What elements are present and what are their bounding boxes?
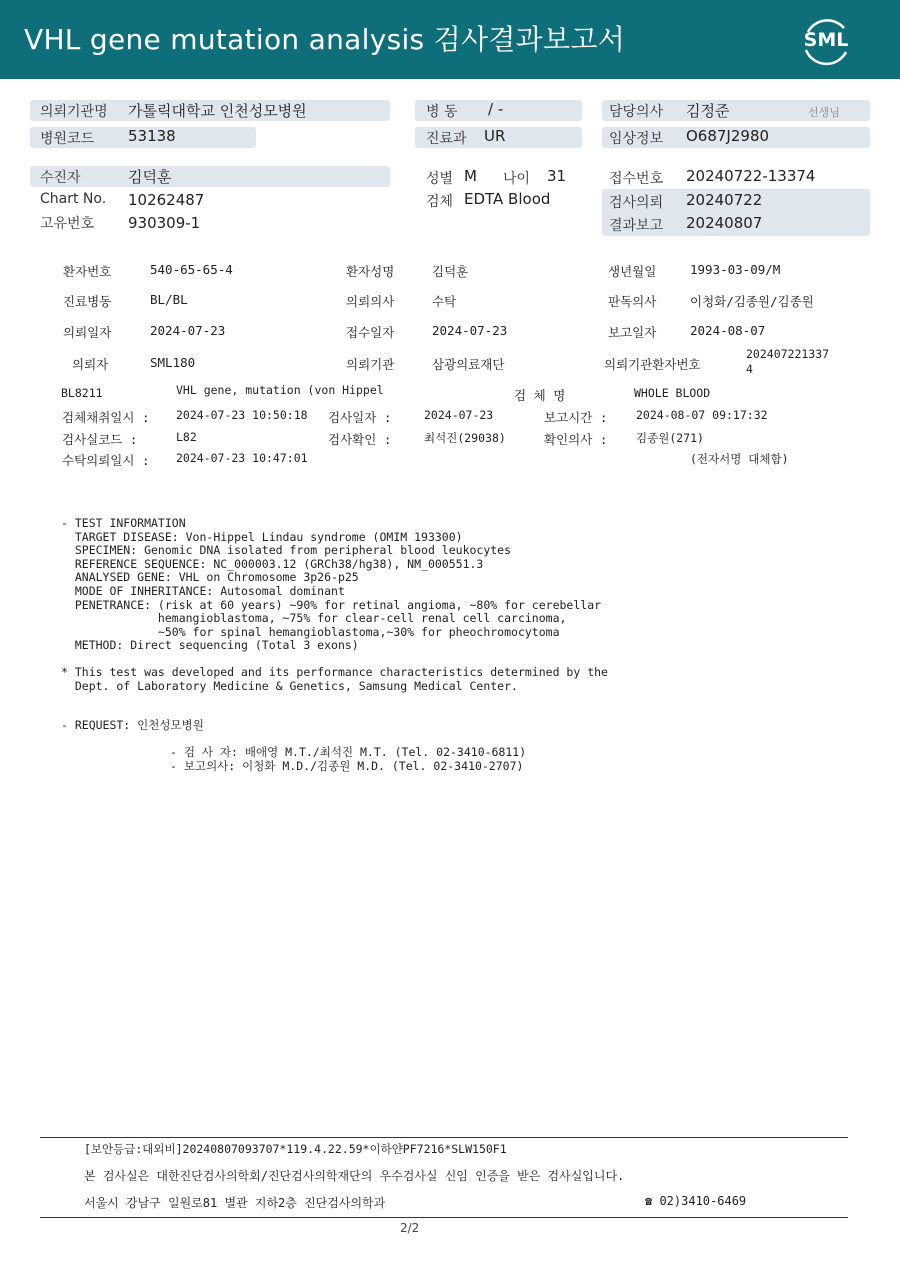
chart-label: Chart No. <box>40 191 107 207</box>
scan-label: 진료병동 <box>63 294 112 309</box>
page-number: 2/2 <box>400 1221 420 1235</box>
scan-label: 의뢰기관환자번호 <box>604 357 701 372</box>
logo-text: SML <box>803 29 849 51</box>
labcode-value: L82 <box>176 430 197 444</box>
scan-value: 2024-07-23 <box>432 323 508 338</box>
scan-value: 4 <box>746 362 753 376</box>
scan-label: 보고일자 <box>608 325 657 340</box>
phone-line: ☎ 02)3410-6469 <box>645 1194 747 1208</box>
security-line: [보안등급:대외비]20240807093707*119.4.22.59*이하얀PF7216*SLW150F1 <box>84 1142 507 1156</box>
verify-label: 검사확인 : <box>328 432 392 447</box>
reporttime-label: 보고시간 : <box>544 410 608 425</box>
dept-label: 진료과 <box>426 131 467 147</box>
hospital-code-value: 53138 <box>128 127 176 145</box>
footer-bottom-divider <box>40 1217 848 1218</box>
chart-value: 10262487 <box>128 191 205 209</box>
clinical-value: O687J2980 <box>686 127 770 145</box>
scan-label: 생년월일 <box>608 264 657 279</box>
testdate-value: 2024-07-23 <box>424 408 494 422</box>
scan-label: 환자번호 <box>63 264 112 279</box>
scan-label: 판독의사 <box>608 294 657 309</box>
reporttime-value: 2024-08-07 09:17:32 <box>636 408 768 422</box>
patient-bar <box>30 166 390 187</box>
scan-label: 의뢰자 <box>72 357 109 372</box>
patient-value: 김덕훈 <box>128 168 172 186</box>
test-name: VHL gene, mutation (von Hippel <box>176 383 384 397</box>
age-value: 31 <box>547 167 567 185</box>
patient-label: 수진자 <box>40 170 81 186</box>
scan-value: 삼광의료재단 <box>432 357 505 372</box>
test-code: BL8211 <box>61 386 103 400</box>
hospital-code-label: 병원코드 <box>40 131 95 147</box>
request-date-label: 검사의뢰 <box>609 195 664 211</box>
doctor-value: 김정준 <box>686 102 730 120</box>
confirm-value: 김종원(271) <box>636 431 704 445</box>
scan-value: 202407221337 <box>746 347 830 361</box>
receipt-label: 접수번호 <box>609 171 664 187</box>
sml-logo <box>798 12 854 68</box>
scan-label: 환자성명 <box>346 264 395 279</box>
ward-label: 병 동 <box>426 104 458 120</box>
clinical-label: 임상정보 <box>609 131 664 147</box>
report-header <box>0 0 900 79</box>
staff-lines: - 검 사 자: 배애영 M.T./최석진 M.T. (Tel. 02-3410-6811) - 보고의사: 이청화 M.D./김종원 M.D. (Tel. 02-3410-2707) <box>170 745 527 773</box>
sex-value: M <box>464 167 477 185</box>
specimen-value: EDTA Blood <box>464 190 551 208</box>
request-date-value: 20240722 <box>686 191 763 209</box>
testdate-label: 검사일자 : <box>328 410 392 425</box>
institution-value: 가톨릭대학교 인천성모병원 <box>128 102 307 120</box>
specimen-label: 검체 <box>426 194 454 210</box>
scan-value: 2024-07-23 <box>150 323 226 338</box>
scan-value: 김덕훈 <box>432 264 469 279</box>
scan-value: BL/BL <box>150 292 188 307</box>
report-title: VHL gene mutation analysis 검사결과보고서 <box>24 23 626 56</box>
consign-value: 2024-07-23 10:47:01 <box>176 451 308 465</box>
sex-label: 성별 <box>426 171 454 187</box>
scan-value: 540-65-65-4 <box>150 262 233 277</box>
scan-label: 의뢰의사 <box>346 294 395 309</box>
confirm-label: 확인의사 : <box>544 432 608 447</box>
report-date-label: 결과보고 <box>609 218 664 234</box>
scan-label: 접수일자 <box>346 325 395 340</box>
certification-line: 본 검사실은 대한진단검사의학회/진단검사의학재단의 우수검사실 신임 인증을 받은 검사실입니다. <box>84 1169 625 1183</box>
doctor-label: 담당의사 <box>609 104 664 120</box>
doctor-suffix: 선생님 <box>808 106 840 119</box>
e-signature-note: (전자서명 대체함) <box>690 452 789 466</box>
disclaimer: * This test was developed and its performance characteristics determined by the Dept. of Laboratory Medicine & Genetics, Samsung Medical Center. <box>61 665 608 693</box>
specimen-name-value: WHOLE BLOOD <box>634 386 711 400</box>
scan-label: 의뢰기관 <box>346 357 395 372</box>
specimen-name-label: 검 체 명 <box>514 388 566 403</box>
collect-value: 2024-07-23 10:50:18 <box>176 408 308 422</box>
receipt-value: 20240722-13374 <box>686 167 816 185</box>
verify-value: 최석진(29038) <box>424 431 506 445</box>
test-information: - TEST INFORMATION TARGET DISEASE: Von-Hippel Lindau syndrome (OMIM 193300) SPECIMEN: Genomic DNA isolated from peripheral blood leukocytes REFERENCE SEQUENCE: NC_000003.12 (GRCh38/hg38), NM_000551.3 ANALYSED GENE: VHL on Chromosome 3p26-p25 MODE OF INHERITANCE: Autosomal dominant PENETRANCE: (risk at 60 years) ~90% for retinal angioma, ~80% for cerebellar hemangioblastoma, ~75% for clear-cell renal cell carcinoma, ~50% for spinal hemangioblastoma,~30% for pheochromocytoma METHOD: Direct sequencing (Total 3 exons) <box>61 516 602 653</box>
uid-label: 고유번호 <box>40 216 95 232</box>
uid-value: 930309-1 <box>128 214 201 232</box>
scan-label: 의뢰일자 <box>63 325 112 340</box>
scan-value: 이청화/김종원/김종원 <box>690 294 814 309</box>
address-line: 서울시 강남구 일원로81 별관 지하2층 진단검사의학과 <box>84 1196 386 1210</box>
ward-value: / - <box>488 100 504 118</box>
consign-label: 수탁의뢰일시 : <box>62 453 150 468</box>
collect-label: 검체채취일시 : <box>62 410 150 425</box>
scan-value: 1993-03-09/M <box>690 262 781 277</box>
footer-top-divider <box>40 1137 848 1138</box>
labcode-label: 검사실코드 : <box>62 432 138 447</box>
age-label: 나이 <box>503 171 531 187</box>
request-line: - REQUEST: 인천성모병원 <box>61 718 204 732</box>
scan-value: SML180 <box>150 355 196 370</box>
scan-value: 수탁 <box>432 294 457 309</box>
report-date-value: 20240807 <box>686 214 763 232</box>
scan-value: 2024-08-07 <box>690 323 766 338</box>
institution-label: 의뢰기관명 <box>40 104 108 120</box>
dept-value: UR <box>484 127 506 145</box>
